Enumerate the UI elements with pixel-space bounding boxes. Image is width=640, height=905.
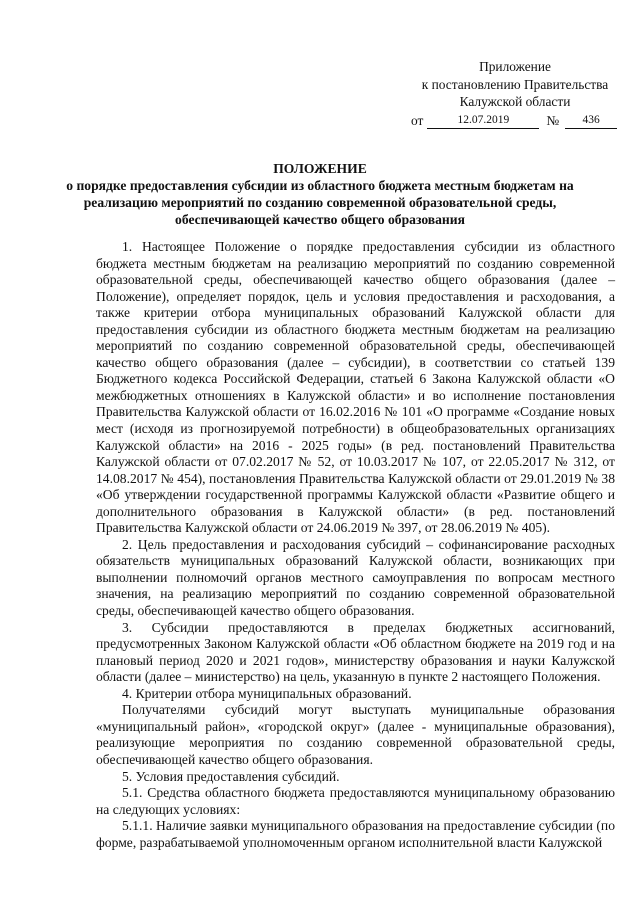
region-label: Калужской области bbox=[459, 94, 571, 109]
resolution-number: 436 bbox=[565, 114, 617, 129]
document-title bbox=[60, 160, 580, 228]
resolution-date: 12.07.2019 bbox=[427, 114, 539, 129]
from-label: от bbox=[411, 112, 424, 128]
paragraph-5-1: 5.1. Средства областного бюджета предоставляются муниципальному образованию на следующих условиях: bbox=[96, 785, 615, 817]
resolution-label: к постановлению Правительства bbox=[421, 76, 609, 92]
appendix-header bbox=[405, 58, 625, 129]
document-body bbox=[96, 239, 615, 851]
appendix-label: Приложение bbox=[479, 59, 551, 74]
date-number-line bbox=[405, 112, 625, 130]
paragraph-4: 4. Критерии отбора муниципальных образований. bbox=[122, 685, 412, 701]
title-subtitle: о порядке предоставления субсидии из областного бюджета местным бюджетам на реализацию мероприятий по созданию современной образовательной среды, обеспечивающей качество общего образования bbox=[66, 178, 574, 227]
paragraph-1: 1. Настоящее Положение о порядке предоставления субсидии из областного бюджета местным бюджетам на реализацию мероприятий по созданию современной образовательной среды, обеспечивающей качество общего образования (далее – Положение), определяет порядок, цель и условия предоставления и расходования, а также критерии отбора муниципальных образований Калужской области для предоставления субсидии из областного бюджета местным бюджетам на реализацию мероприятий по созданию современной образовательной среды, обеспечивающей качество общего образования (далее – субсидии), в соответствии со статьей 139 Бюджетного кодекса Российской Федерации, статьей 6 Закона Калужской области «О межбюджетных отношениях в Калужской области» и во исполнение постановления Правительства Калужской области от 16.02.2016 № 101 «О программе «Создание новых мест (исходя из прогнозируемой потребности) в общеобразовательных организациях Калужской области» на 2016 - 2025 годы» (в ред. постановлений Правительства Калужской области от 07.02.2017 № 52, от 10.03.2017 № 107, от 22.05.2017 № 312, от 14.08.2017 № 454), постановления Правительства Калужской области от 29.01.2019 № 38 «Об утверждении государственной программы Калужской области «Развитие общего и дополнительного образования в Калужской области» (в ред. постановлений Правительства Калужской области от 24.06.2019 № 397, от 28.06.2019 № 405). bbox=[96, 239, 615, 536]
paragraph-4-text: Получателями субсидий могут выступать муниципальные образования «муниципальный район», «городской округ» (далее - муниципальные образования), реализующие мероприятия по созданию современной образовательной среды, обеспечивающей качество общего образования. bbox=[96, 702, 615, 767]
paragraph-5-1-1: 5.1.1. Наличие заявки муниципального образования на предоставление субсидии (по форме, разрабатываемой уполномоченным органом исполнительной власти Калужской bbox=[96, 818, 615, 850]
paragraph-3: 3. Субсидии предоставляются в пределах бюджетных ассигнований, предусмотренных Законом Калужской области «Об областном бюджете на 2019 год и на плановый период 2020 и 2021 годов», министерству образования и науки Калужской области (далее – министерство) на цель, указанную в пункте 2 настоящего Положения. bbox=[96, 619, 615, 685]
number-label: № bbox=[546, 112, 560, 128]
paragraph-2: 2. Цель предоставления и расходования субсидий – софинансирование расходных обязательств муниципальных образований Калужской области, возникающих при выполнении полномочий органов местного самоуправления по вопросам местного значения, на реализацию мероприятий по созданию современной образовательной среды, обеспечивающей качество общего образования. bbox=[96, 536, 615, 619]
paragraph-5: 5. Условия предоставления субсидий. bbox=[122, 768, 340, 784]
title-heading: ПОЛОЖЕНИЕ bbox=[273, 161, 367, 176]
